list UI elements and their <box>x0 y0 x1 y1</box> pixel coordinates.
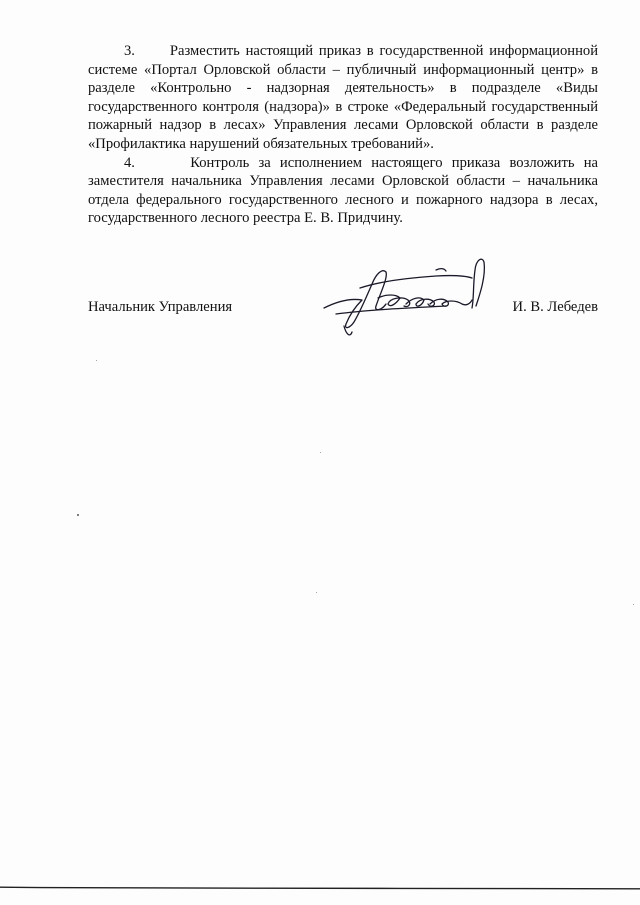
signature-block <box>88 298 598 318</box>
scan-speck <box>320 452 321 453</box>
paragraph-3-text: Разместить настоящий приказ в государственной информационной системе «Портал Орловской области – публичный информационный центр» в разделе «Контрольно - надзорная деятельность» в подразделе «Виды государственного контроля (надзора)» в строке «Федеральный государственный пожарный надзор в лесах» Управления лесами Орловской области в разделе «Профилактика нарушений обязательных требований». <box>88 43 599 152</box>
paragraph-4-number: 4. <box>124 154 135 171</box>
scan-speck <box>77 514 79 516</box>
document-body <box>88 42 598 228</box>
paragraph-4 <box>88 154 598 228</box>
signer-position: Начальник Управления <box>88 299 233 315</box>
signer-name: И. В. Лебедев <box>512 299 598 315</box>
paragraph-3-number: 3. <box>124 43 135 59</box>
scan-speck <box>96 360 97 361</box>
scan-edge-line <box>0 886 640 890</box>
paragraph-4-text: Контроль за исполнением настоящего приказа возложить на заместителя начальника Управления лесами Орловской области – начальника отдела федерального государственного лесного и пожарного надзора в лесах, государственного лесного реестра Е. В. Придчину. <box>88 154 598 227</box>
scan-speck <box>633 604 634 605</box>
paragraph-3 <box>88 42 598 154</box>
scan-speck <box>316 592 317 593</box>
